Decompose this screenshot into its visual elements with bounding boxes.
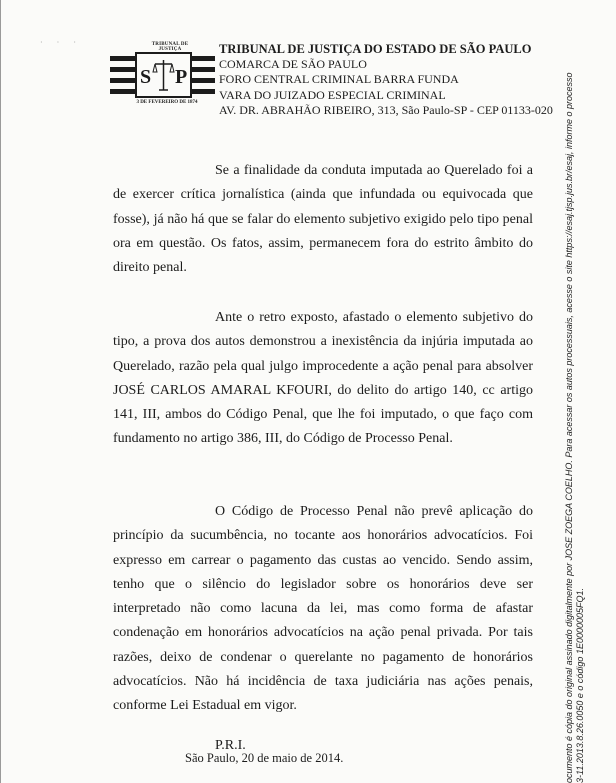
- address-line: AV. DR. ABRAHÃO RIBEIRO, 313, São Paulo-SP - CEP 01133-020: [219, 102, 553, 117]
- foro-line: FORO CENTRAL CRIMINAL BARRA FUNDA: [219, 72, 459, 87]
- paragraph-3: O Código de Processo Penal não prevê aplicação do princípio da sucumbência, no tocante aos honorários advocatícios. Foi expresso em carrear o pagamento das custas ao vencido. Sendo assim, tenho que o silêncio do legislador sobre os honorários deve ser interpretado não como lacuna da lei, mas como forma de afastar condenação em honorários advocatícios na ação penal privada. Por tais razões, deixo de condenar o querelante no pagamento de honorários advocatícios. Não há incidência de taxa judiciária nas ações penais, conforme Lei Estadual em vigor.: [113, 504, 533, 714]
- seal-letter-s: S: [140, 66, 152, 88]
- seal-emblem-icon: [110, 50, 215, 100]
- seal-date-text: 3 DE FEVEREIRO DE 1874: [136, 100, 198, 105]
- pri-line: P.R.I.: [215, 738, 246, 753]
- comarca-line: COMARCA DE SÃO PAULO: [219, 57, 367, 72]
- page-edge: [0, 0, 1, 783]
- seal-letter-p: P: [175, 66, 188, 88]
- paragraph-2: Ante o retro exposto, afastado o elemento subjetivo do tipo, a prova dos autos demonstrou a inexistência da injúria imputada ao Querelado, razão pela qual julgo improcedente a ação penal para absolver JOSÉ CARLOS AMARAL KFOURI, do delito do artigo 140, cc artigo 141, III, ambos do Código Penal, que lhe foi imputado, o que faço com fundamento no artigo 386, III, do Código de Processo Penal.: [113, 310, 533, 447]
- side-note-line-1: ocumento é cópia do original assinado digitalmente por JOSE ZOEGA COELHO. Para acessar os autos processuais, acesse o site https://esaj.tjsp.jus.br/esaj, informe o processo: [564, 72, 574, 783]
- side-note-line-2: 3-11.2013.8.26.0050 e o código 1E0000005FQ1.: [574, 588, 585, 783]
- digital-signature-note: [564, 0, 585, 783]
- scan-specks: · · ·: [40, 38, 82, 47]
- date-line: São Paulo, 20 de maio de 2014.: [185, 751, 344, 765]
- court-name: TRIBUNAL DE JUSTIÇA DO ESTADO DE SÃO PAULO: [219, 42, 532, 56]
- seal-top-text: TRIBUNAL DE JUSTIÇA: [151, 42, 189, 52]
- paragraph-1: Se a finalidade da conduta imputada ao Querelado foi a de exercer crítica jornalística (ainda que infundada ou equivocada que fosse), já não há que se falar do elemento subjetivo exigido pelo tipo penal ora em questão. Os fatos, assim, permanecem fora do estrito âmbito do direito penal.: [113, 163, 533, 276]
- letterhead-text: [219, 42, 553, 118]
- vara-line: VARA DO JUIZADO ESPECIAL CRIMINAL: [219, 87, 446, 102]
- court-seal-logo: [110, 42, 215, 112]
- letterhead: [110, 42, 553, 118]
